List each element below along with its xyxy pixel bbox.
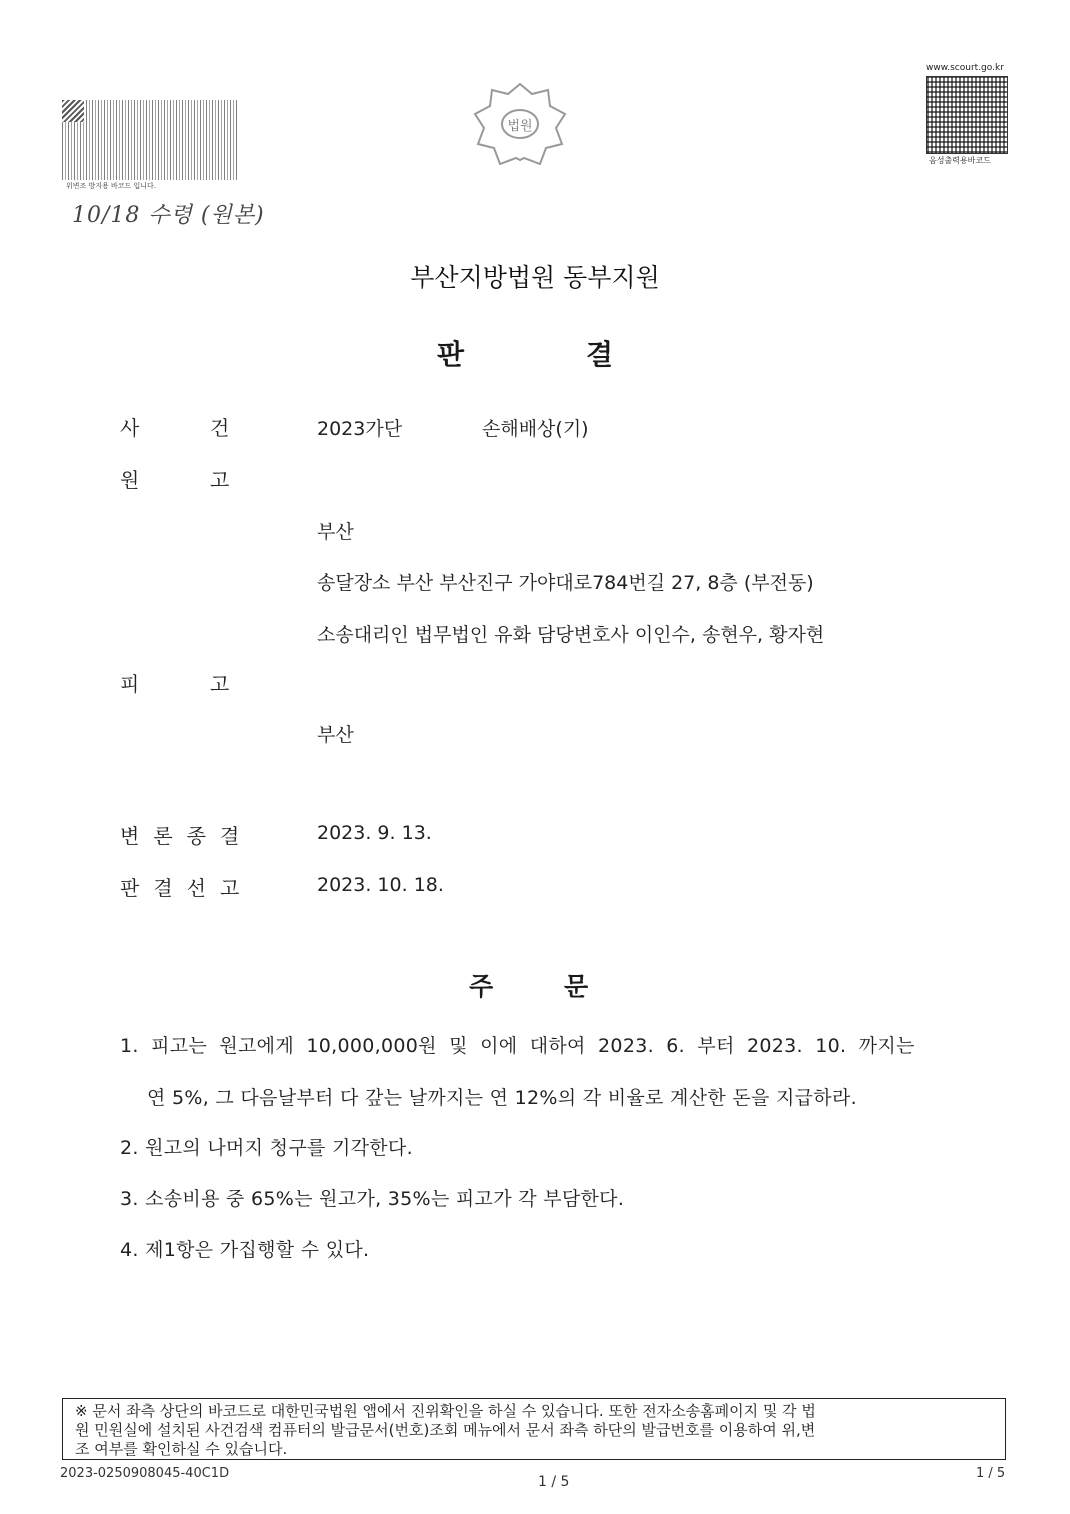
order-line-1-cont: 연 5%, 그 다음날부터 다 갚는 날까지는 연 12%의 각 비율로 계산한 돈을 지급하라. [147,1087,857,1109]
qr-barcode-icon [926,76,1008,154]
barcode-caption: 위변조 방지용 바코드 입니다. [66,182,157,190]
document-title-2: 결 [586,338,614,371]
order-line-3: 3. 소송비용 중 65%는 원고가, 35%는 피고가 각 부담한다. [120,1188,625,1210]
judgment-date-label: 판결선고 [120,876,254,900]
page-number-right: 1 / 5 [976,1466,1006,1481]
verification-notice [62,1398,1006,1460]
plaintiff-attorney: 소송대리인 법무법인 유화 담당변호사 이인수, 송현우, 황자현 [317,624,825,646]
page-number-center: 1 / 5 [538,1474,570,1490]
plaintiff-label-2: 고 [210,468,230,492]
seal-text: 법원 [507,119,533,134]
defendant-label-2: 고 [210,672,230,696]
hearing-end-date: 2023. 9. 13. [317,822,432,844]
document-title-1: 판 [437,338,465,371]
court-name: 부산지방법원 동부지원 [410,263,660,292]
case-label-1: 사 [120,416,140,440]
order-line-2: 2. 원고의 나머지 청구를 기각한다. [120,1137,413,1159]
plaintiff-label-1: 원 [120,468,140,492]
court-seal-icon [470,80,570,168]
defendant-label-1: 피 [120,672,140,696]
anti-forgery-barcode [62,100,238,180]
notice-line-1: ※ 문서 좌측 상단의 바코드로 대한민국법원 앱에서 진위확인을 하실 수 있습니다. 또한 전자소송홈페이지 및 각 법 [75,1402,816,1420]
order-line-1: 1. 피고는 원고에게 10,000,000원 및 이에 대하여 2023. 6. 부터 2023. 10. 까지는 [120,1035,915,1057]
qr-caption: 음성출력용바코드 [929,156,991,165]
defendant-address: 부산 [317,724,354,746]
handwritten-note: 10/18 수령 (원본) [72,203,265,228]
judgment-date: 2023. 10. 18. [317,874,444,896]
notice-line-3: 조 여부를 확인하실 수 있습니다. [75,1440,288,1458]
case-name: 손해배상(기) [482,418,589,440]
case-number: 2023가단 [317,418,403,440]
order-title-1: 주 [469,972,494,1001]
hearing-end-label: 변론종결 [120,824,254,848]
notice-line-2: 원 민원실에 설치된 사건검색 컴퓨터의 발급문서(번호)조회 메뉴에서 문서 좌측 하단의 발급번호를 이용하여 위,변 [75,1421,816,1439]
order-title-2: 문 [564,972,589,1001]
qr-url: www.scourt.go.kr [926,63,1004,73]
plaintiff-address: 부산 [317,521,354,543]
issue-number: 2023-0250908045-40C1D [60,1466,230,1481]
plaintiff-service-place: 송달장소 부산 부산진구 가야대로784번길 27, 8층 (부전동) [317,572,814,594]
order-line-4: 4. 제1항은 가집행할 수 있다. [120,1239,370,1261]
case-label-2: 건 [210,416,230,440]
